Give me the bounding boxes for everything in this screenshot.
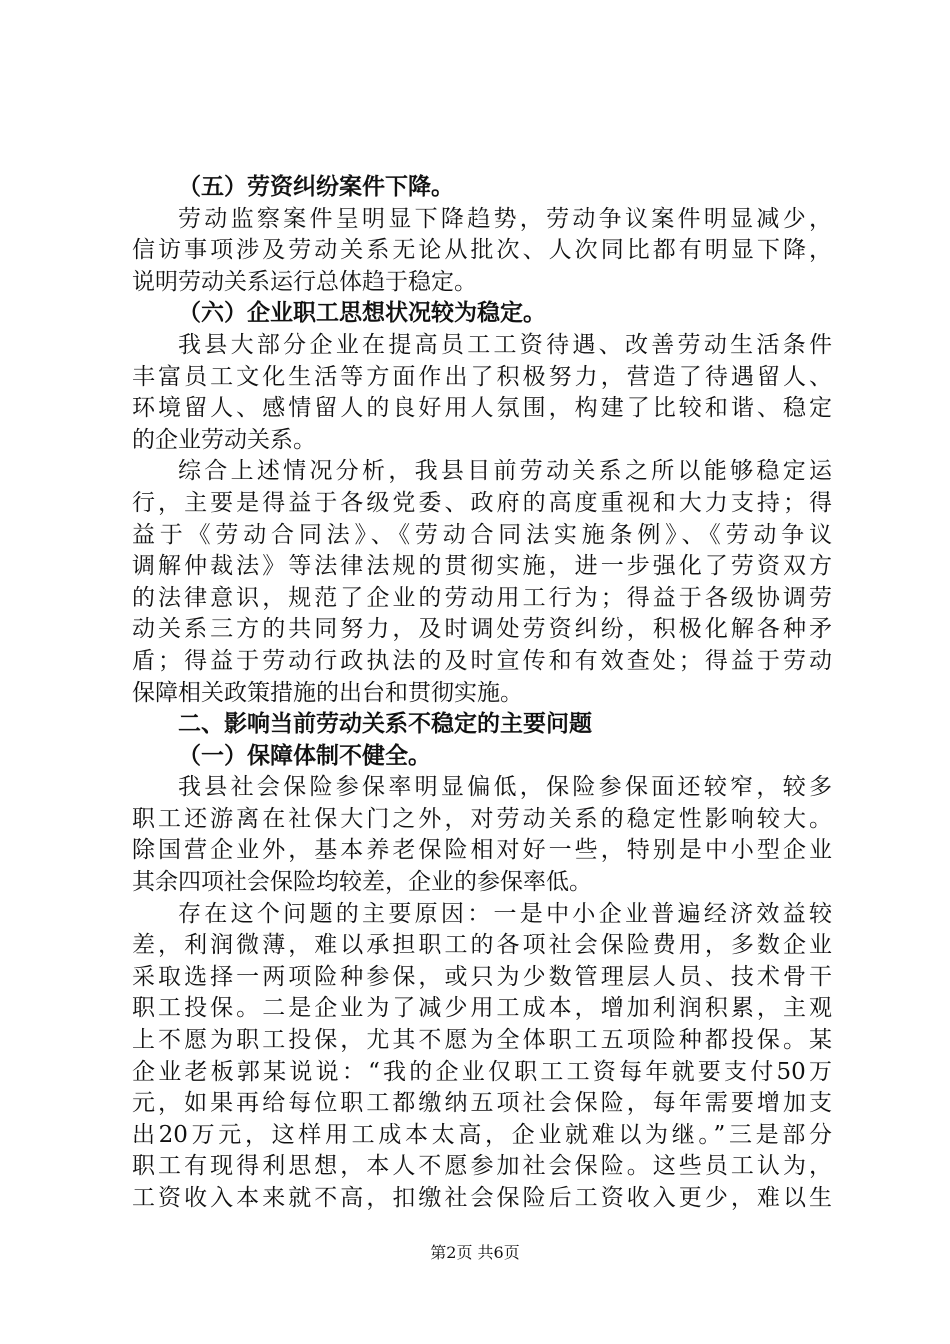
paragraph-line: 环境留人、感情留人的良好用人氛围，构建了比较和谐、稳定 bbox=[132, 395, 832, 422]
paragraph-line: 职工有现得利思想，本人不愿参加社会保险。这些员工认为， bbox=[132, 1153, 832, 1180]
paragraph-line: 除国营企业外，基本养老保险相对好一些，特别是中小型企业 bbox=[132, 837, 832, 864]
paragraph-line: 采取选择一两项险种参保，或只为少数管理层人员、技术骨干 bbox=[132, 963, 832, 990]
paragraph-line: 劳动监察案件呈明显下降趋势，劳动争议案件明显减少， bbox=[178, 205, 832, 232]
paragraph-line: 动关系三方的共同努力，及时调处劳资纠纷，积极化解各种矛 bbox=[132, 616, 832, 643]
paragraph-line: 盾；得益于劳动行政执法的及时宣传和有效查处；得益于劳动 bbox=[132, 647, 832, 674]
paragraph-line: 信访事项涉及劳动关系无论从批次、人次同比都有明显下降， bbox=[132, 237, 832, 264]
section-heading: （五）劳资纠纷案件下降。 bbox=[178, 174, 454, 200]
paragraph-line: 我县大部分企业在提高员工工资待遇、改善劳动生活条件 bbox=[178, 331, 832, 358]
paragraph-line: 企业老板郭某说说：“我的企业仅职工工资每年就要支付50万 bbox=[132, 1058, 832, 1085]
paragraph-line: 综合上述情况分析，我县目前劳动关系之所以能够稳定运 bbox=[178, 458, 832, 485]
paragraph-line: 的企业劳动关系。 bbox=[132, 426, 316, 453]
paragraph-line: 差，利润微薄，难以承担职工的各项社会保险费用，多数企业 bbox=[132, 932, 832, 959]
paragraph-line: 上不愿为职工投保，尤其不愿为全体职工五项险种都投保。某 bbox=[132, 1027, 832, 1054]
document-body bbox=[132, 172, 832, 1215]
paragraph-line: 存在这个问题的主要原因：一是中小企业普遍经济效益较 bbox=[178, 900, 832, 927]
paragraph-line: 工资收入本来就不高，扣缴社会保险后工资收入更少，难以生 bbox=[132, 1185, 832, 1211]
paragraph-line: 调解仲裁法》等法律法规的贯彻实施，进一步强化了劳资双方 bbox=[132, 553, 832, 580]
paragraph-line: 行，主要是得益于各级党委、政府的高度重视和大力支持；得 bbox=[132, 489, 832, 516]
paragraph-line: 我县社会保险参保率明显偏低，保险参保面还较窄，较多 bbox=[178, 774, 832, 801]
paragraph-line: 说明劳动关系运行总体趋于稳定。 bbox=[132, 268, 477, 295]
paragraph-line: 元，如果再给每位职工都缴纳五项社会保险，每年需要增加支 bbox=[132, 1090, 832, 1117]
paragraph-line: 的法律意识，规范了企业的劳动用工行为；得益于各级协调劳 bbox=[132, 584, 832, 611]
section-heading: 二、影响当前劳动关系不稳定的主要问题 bbox=[178, 711, 592, 738]
section-heading: （一）保障体制不健全。 bbox=[178, 742, 431, 769]
paragraph-line: 职工还游离在社保大门之外，对劳动关系的稳定性影响较大。 bbox=[132, 805, 832, 832]
paragraph-line: 出20万元，这样用工成本太高，企业就难以为继。”三是部分 bbox=[132, 1121, 832, 1148]
paragraph-line: 丰富员工文化生活等方面作出了积极努力，营造了待遇留人、 bbox=[132, 363, 832, 390]
section-heading: （六）企业职工思想状况较为稳定。 bbox=[178, 300, 546, 327]
paragraph-line: 益于《劳动合同法》、《劳动合同法实施条例》、《劳动争议 bbox=[132, 521, 832, 548]
paragraph-line: 职工投保。二是企业为了减少用工成本，增加利润积累，主观 bbox=[132, 995, 832, 1022]
paragraph-line: 其余四项社会保险均较差，企业的参保率低。 bbox=[132, 869, 592, 896]
page-footer: 第2页 共6页 bbox=[430, 1243, 520, 1262]
paragraph-line: 保障相关政策措施的出台和贯彻实施。 bbox=[132, 679, 523, 706]
